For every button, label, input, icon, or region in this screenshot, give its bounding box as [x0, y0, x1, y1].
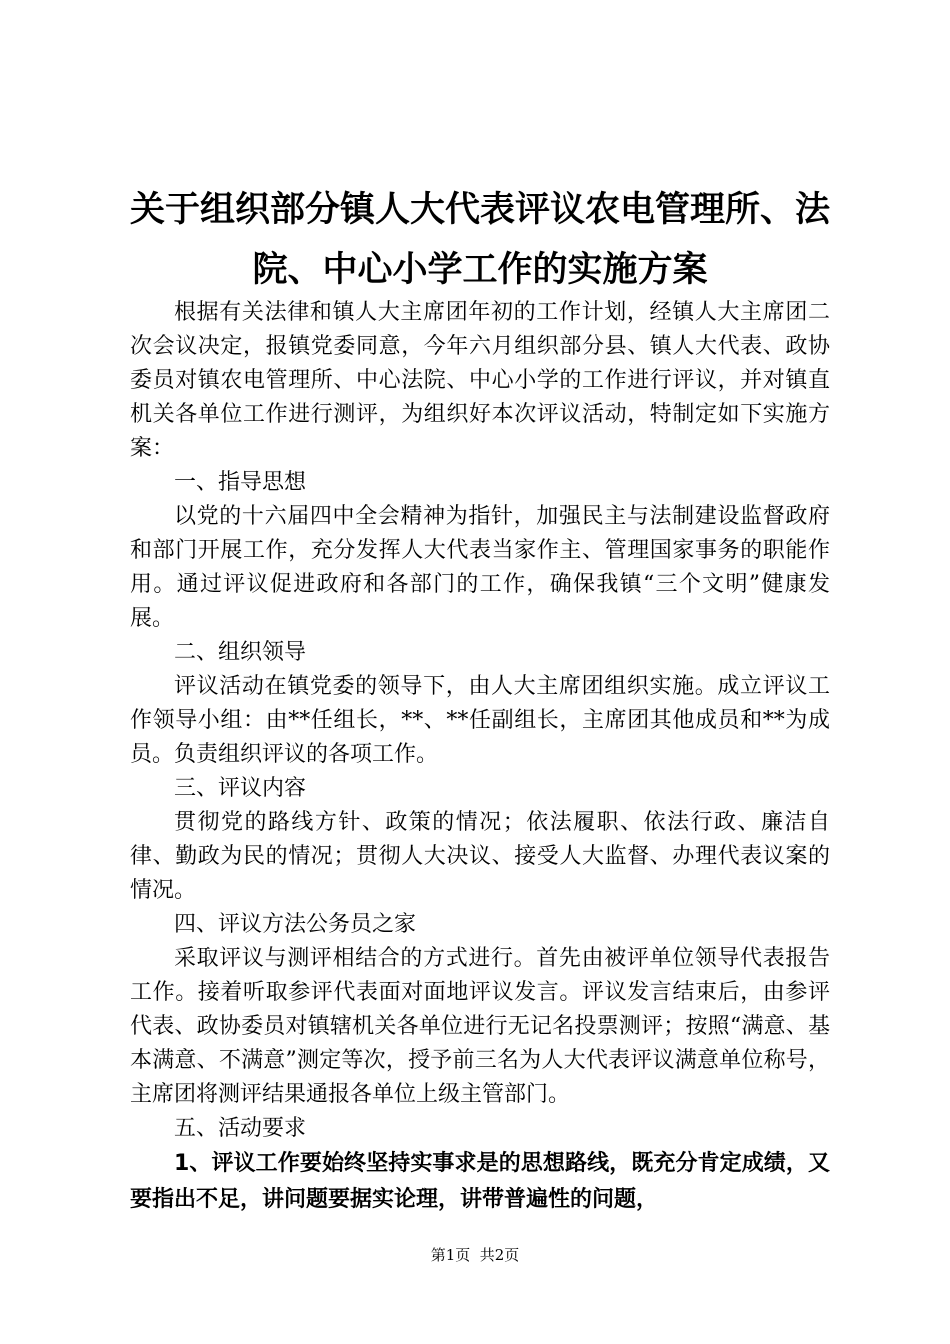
section-text-content: 贯彻党的路线方针、政策的情况；依法履职、依法行政、廉洁自律、勤政为民的情况；贯彻人大决议、接受人大监督、办理代表议案的情况。	[130, 810, 830, 903]
section-heading-organization: 二、组织领导	[174, 640, 307, 665]
document-body	[130, 296, 830, 1218]
section-heading-method: 四、评议方法公务员之家	[174, 912, 417, 937]
section-text-organization: 评议活动在镇党委的领导下，由人大主席团组织实施。成立评议工作领导小组：由**任组长，**、**任副组长，主席团其他成员和**为成员。负责组织评议的各项工作。	[130, 674, 830, 767]
intro-paragraph: 根据有关法律和镇人大主席团年初的工作计划，经镇人大主席团二次会议决定，报镇党委同意，今年六月组织部分县、镇人大代表、政协委员对镇农电管理所、中心法院、中心小学的工作进行评议，并对镇直机关各单位工作进行测评，为组织好本次评议活动，特制定如下实施方案：	[130, 300, 830, 461]
section-text-requirements: 1、评议工作要始终坚持实事求是的思想路线，既充分肯定成绩，又要指出不足，讲问题要据实论理，讲带普遍性的问题，	[130, 1151, 830, 1212]
page-footer: 第1页 共2页	[430, 1246, 520, 1264]
document-title-line-1: 关于组织部分镇人大代表评议农电管理所、法	[129, 190, 830, 230]
section-heading-guiding-thought: 一、指导思想	[174, 470, 307, 495]
section-heading-content: 三、评议内容	[174, 776, 307, 801]
section-text-guiding-thought: 以党的十六届四中全会精神为指针，加强民主与法制建设监督政府和部门开展工作，充分发挥人大代表当家作主、管理国家事务的职能作用。通过评议促进政府和各部门的工作，确保我镇“三个文明”健康发展。	[130, 504, 830, 631]
section-heading-requirements: 五、活动要求	[174, 1116, 307, 1141]
document-title-line-2: 院、中心小学工作的实施方案	[252, 250, 708, 290]
section-text-method: 采取评议与测评相结合的方式进行。首先由被评单位领导代表报告工作。接着听取参评代表面对面地评议发言。评议发言结束后，由参评代表、政协委员对镇辖机关各单位进行无记名投票测评；按照“满意、基本满意、不满意”测定等次，授予前三名为人大代表评议满意单位称号，主席团将测评结果通报各单位上级主管部门。	[130, 946, 830, 1107]
